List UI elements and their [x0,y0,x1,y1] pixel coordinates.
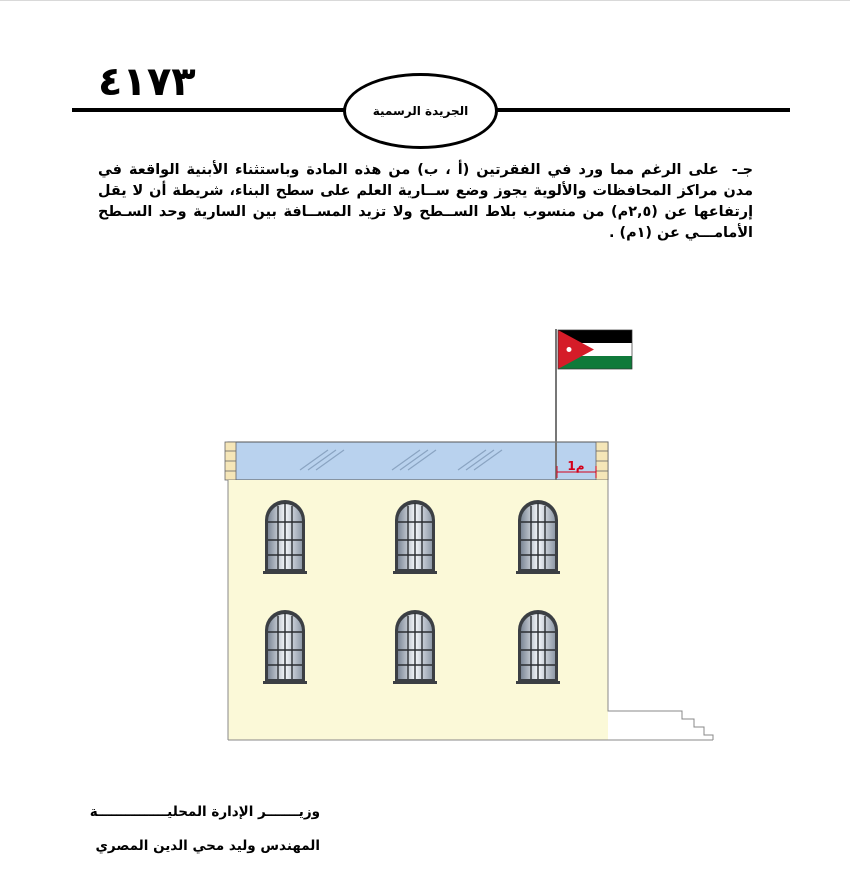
gazette-seal [343,73,498,149]
window [263,500,307,574]
building-elevation-figure [220,325,720,745]
window [263,610,307,684]
parapet [228,442,608,480]
clause-letter: جـ- [731,162,753,178]
minister-name: المهندس وليد محي الدين المصري [95,838,320,854]
dimension-label: 1م [567,459,585,473]
window [393,500,437,574]
page-number: ٤١٧٣ [98,59,196,105]
window [516,610,560,684]
parapet-pier-right [596,442,608,480]
parapet-pier-left [225,442,236,480]
window [516,500,560,574]
minister-title: وزيـــــــر الإدارة المحليـــــــــــــــة [89,804,320,820]
signature-block [89,795,320,863]
clause-text: على الرغم مما ورد في الفقرتين (أ ، ب) من هذه المادة وباستثناء الأبنية الواقعة في مدن مراكز المحافظات والألوية يجوز وضع ســارية العلم على سطح البناء، شريطة أن لا يقل إرتفاعها عن (٢,٥م) من منسوب بلاط الســطح ولا تزيد المســافة بين السارية وحد السـطح الأمامـــي عن (١م) . [98,162,753,241]
clause-paragraph [98,160,753,244]
building-steps [608,480,713,740]
window [393,610,437,684]
top-rule [0,0,850,1]
gazette-name: الجريدة الرسمية [372,104,469,118]
jordan-flag [558,330,632,369]
